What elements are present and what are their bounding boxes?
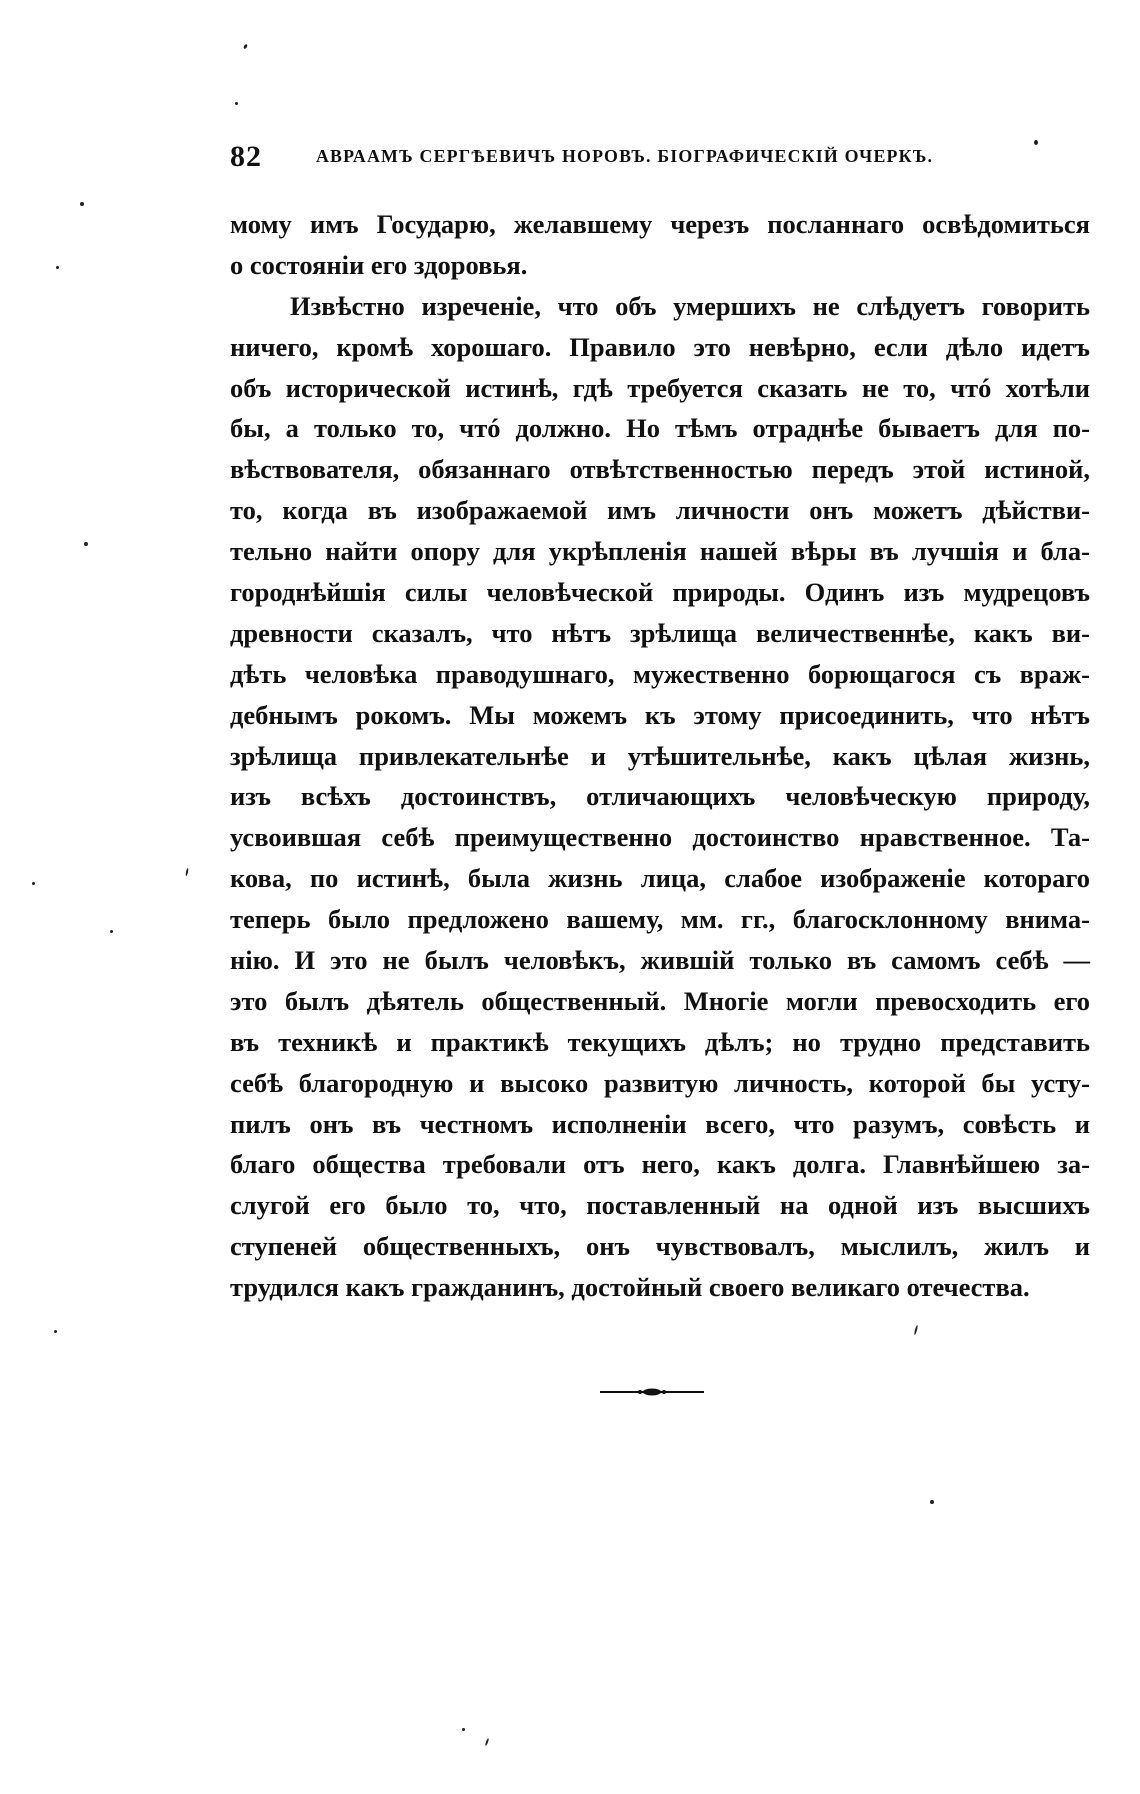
text-line: то, когда въ изображаемой имъ личности онъ можетъ дѣйстви- — [230, 495, 1090, 526]
running-title: АВРААМЪ СЕРГѢЕВИЧЪ НОРОВЪ. БІОГРАФИЧЕСКІЙ ОЧЕРКЪ. — [316, 146, 934, 166]
paragraph-end-line: трудился какъ гражданинъ, достойный своего великаго отечества. — [230, 1272, 1030, 1303]
text-line: древности сказалъ, что нѣтъ зрѣлища величественнѣе, какъ ви- — [230, 617, 1090, 648]
text-line: пилъ онъ въ честномъ исполненіи всего, что разумъ, совѣсть и — [230, 1108, 1090, 1139]
text-line: слугой его было то, что, поставленный на одной изъ высшихъ — [230, 1190, 1090, 1221]
scan-speck — [32, 882, 35, 885]
scan-speck — [235, 102, 238, 105]
text-line: зрѣлища привлекательнѣе и утѣшительнѣе, какъ цѣлая жизнь, — [230, 740, 1090, 771]
text-line: ничего, кромѣ хорошаго. Правило это невѣрно, если дѣло идетъ — [230, 331, 1090, 362]
page-number: 82 — [230, 140, 262, 173]
body-text — [230, 204, 1090, 1308]
scan-speck — [80, 202, 84, 206]
scan-speck — [485, 1738, 490, 1746]
text-line: дебнымъ рокомъ. Мы можемъ къ этому присоединить, что нѣтъ — [230, 699, 1090, 730]
scan-speck — [54, 1330, 57, 1333]
running-head — [230, 140, 1090, 180]
paragraph-start-line: Извѣстно изреченіе, что объ умершихъ не слѣдуетъ говорить — [290, 290, 1090, 321]
text-line: теперь было предложено вашему, мм. гг., благосклонному внима- — [230, 904, 1090, 935]
scan-speck — [56, 266, 59, 269]
text-line: ступеней общественныхъ, онъ чувствовалъ, мыслилъ, жилъ и — [230, 1231, 1090, 1262]
end-ornament-icon — [600, 1385, 704, 1399]
text-line: тельно найти опору для укрѣпленія нашей вѣры въ лучшія и бла- — [230, 536, 1090, 567]
text-line: благо общества требовали отъ него, какъ долга. Главнѣйшею за- — [230, 1149, 1090, 1180]
text-line: бы, а только то, чтó должно. Но тѣмъ отраднѣе бываетъ для по- — [230, 413, 1090, 444]
text-line: усвоившая себѣ преимущественно достоинство нравственное. Та- — [230, 822, 1090, 853]
scan-speck — [84, 542, 88, 546]
text-line: вѣствователя, обязаннаго отвѣтственностью передъ этой истиной, — [230, 454, 1090, 485]
text-line: мому имъ Государю, желавшему черезъ посланнаго освѣдомиться — [230, 209, 1090, 239]
text-line: объ исторической истинѣ, гдѣ требуется сказать не то, чтó хотѣли — [230, 372, 1090, 403]
text-line: кова, по истинѣ, была жизнь лица, слабое изображеніе котораго — [230, 863, 1090, 894]
scan-speck — [930, 1500, 934, 1504]
scan-speck — [185, 868, 189, 876]
text-line: себѣ благородную и высоко развитую личность, которой бы усту- — [230, 1067, 1090, 1098]
scan-speck — [110, 930, 113, 933]
text-line: въ техникѣ и практикѣ текущихъ дѣлъ; но трудно представить — [230, 1026, 1090, 1057]
text-line: это былъ дѣятель общественный. Многіе могли превосходить его — [230, 985, 1090, 1016]
scan-speck — [243, 44, 248, 50]
text-line: о состояніи его здоровья. — [230, 249, 528, 280]
text-line: дѣть человѣка праводушнаго, мужественно борющагося съ враж- — [230, 658, 1090, 689]
text-line: нію. И это не былъ человѣкъ, жившій только въ самомъ себѣ — — [230, 945, 1090, 976]
scan-speck — [914, 1325, 919, 1335]
text-line: изъ всѣхъ достоинствъ, отличающихъ человѣческую природу, — [230, 781, 1090, 812]
text-line: городнѣйшія силы человѣческой природы. Одинъ изъ мудрецовъ — [230, 577, 1090, 608]
scan-speck — [462, 1728, 465, 1731]
scan-speck — [1034, 140, 1038, 145]
